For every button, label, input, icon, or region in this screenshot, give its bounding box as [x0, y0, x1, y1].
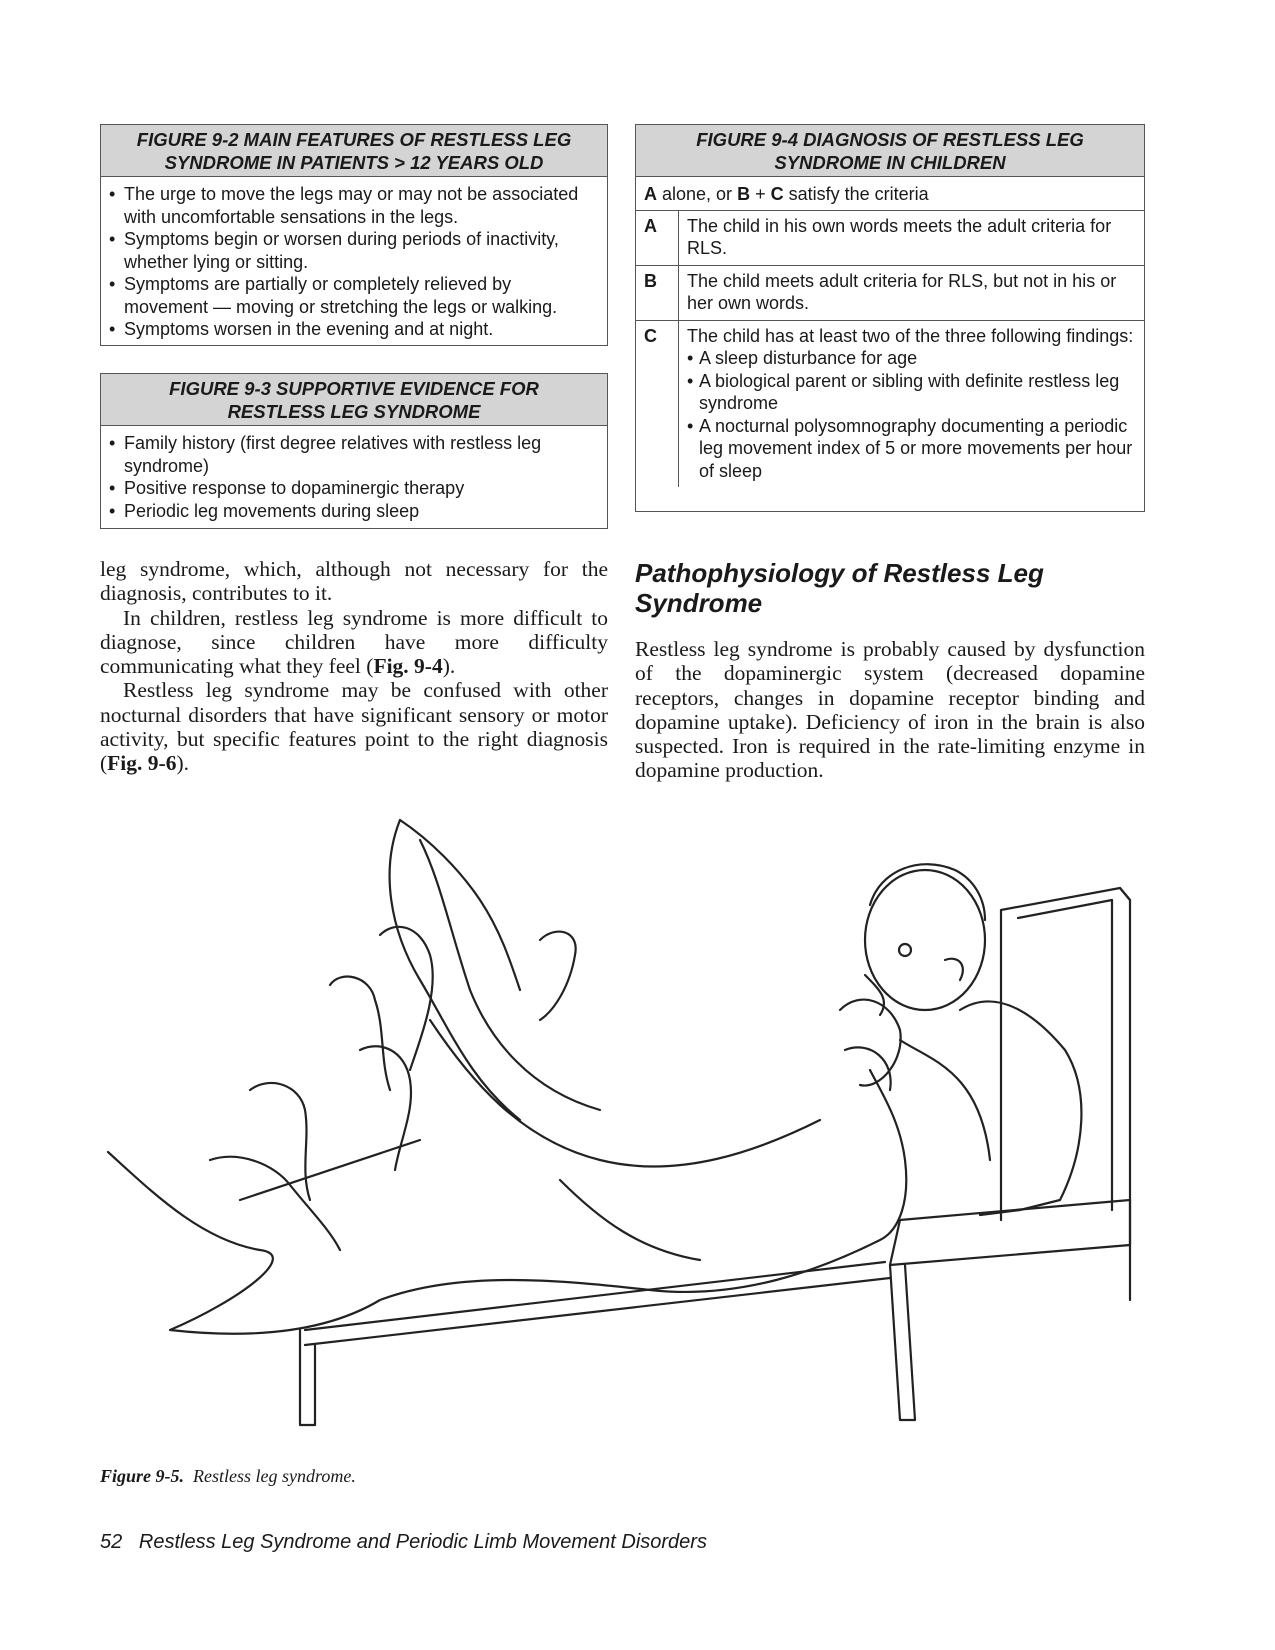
- row-letter: B: [636, 265, 679, 320]
- figure-9-2-title: FIGURE 9-2 MAIN FEATURES OF RESTLESS LEG SYNDROME IN PATIENTS > 12 YEARS OLD: [101, 125, 607, 177]
- criteria-letter-a: A: [644, 184, 657, 204]
- row-text: The child in his own words meets the adult criteria for RLS.: [687, 215, 1112, 258]
- figure-9-5-caption: [100, 1466, 356, 1487]
- blanket-fold: [400, 820, 520, 990]
- blanket-fold: [420, 840, 600, 1110]
- criteria-letter-b: B: [737, 184, 751, 204]
- paragraph-text: Restless leg syndrome may be confused with other nocturnal disorders that have significant sensory or motor activity, but specific features point to the right diagnosis (: [100, 678, 608, 776]
- figure-9-3-title: FIGURE 9-3 SUPPORTIVE EVIDENCE FOR RESTLESS LEG SYNDROME: [101, 374, 607, 426]
- figure-9-4-title: FIGURE 9-4 DIAGNOSIS OF RESTLESS LEG SYNDROME IN CHILDREN: [636, 125, 1144, 177]
- paragraph: leg syndrome, which, although not necessary for the diagnosis, contributes to it.: [100, 557, 608, 606]
- pillow: [960, 1001, 1081, 1215]
- headboard: [1001, 888, 1130, 1300]
- list-item: • Symptoms worsen in the evening and at night.: [109, 318, 599, 341]
- list-item: • The urge to move the legs may or may not be associated with uncomfortable sensations in the legs.: [109, 183, 599, 228]
- page-footer: [100, 1531, 707, 1554]
- running-title: Restless Leg Syndrome and Periodic Limb Movement Disorders: [138, 1531, 707, 1553]
- page-number: 52: [100, 1531, 123, 1553]
- row-text: The child has at least two of the three following findings:: [687, 325, 1134, 346]
- criteria-text: alone, or: [657, 184, 738, 204]
- list-item: • Periodic leg movements during sleep: [109, 500, 599, 523]
- caption-text: Restless leg syndrome.: [193, 1466, 356, 1486]
- list-item: • Symptoms begin or worsen during periods of inactivity, whether lying or sitting.: [109, 228, 599, 273]
- bed-frame: [300, 1200, 1130, 1425]
- paragraph-text: In children, restless leg syndrome is more difficult to diagnose, since children have more difficulty communicating what they feel (: [100, 605, 608, 679]
- figure-label: Figure 9-5.: [100, 1466, 185, 1486]
- row-text: The child meets adult criteria for RLS, but not in his or her own words.: [679, 265, 1145, 320]
- blanket-fold: [560, 1180, 700, 1260]
- list-item: • A biological parent or sibling with definite restless leg syndrome: [687, 370, 1136, 415]
- list-item: • Symptoms are partially or completely relieved by movement — moving or stretching the legs or walking.: [109, 273, 599, 318]
- criteria-letter-c: C: [770, 184, 784, 204]
- person: [840, 864, 990, 1160]
- paragraph-text: ).: [442, 654, 456, 679]
- list-item: • Family history (first degree relatives with restless leg syndrome): [109, 432, 599, 477]
- feet: [210, 927, 576, 1250]
- blanket-fold: [240, 1140, 420, 1200]
- figure-reference: Fig. 9-4: [373, 654, 443, 679]
- list-item: • A sleep disturbance for age: [687, 347, 1136, 370]
- figure-reference: Fig. 9-6: [107, 751, 177, 776]
- section-heading: Pathophysiology of Restless Leg Syndrome: [635, 558, 1044, 618]
- paragraph-text: ).: [176, 751, 189, 776]
- row-letter: A: [636, 211, 679, 266]
- list-item: • Positive response to dopaminergic therapy: [109, 477, 599, 500]
- list-item: • A nocturnal polysomnography documenting a periodic leg movement index of 5 or more movements per hour of sleep: [687, 415, 1136, 483]
- criteria-text: satisfy the criteria: [783, 184, 929, 204]
- blanket-fold: [430, 1020, 820, 1166]
- paragraph: Restless leg syndrome is probably caused by dysfunction of the dopaminergic system (decreased dopamine receptors, changes in dopamine receptor binding and dopamine uptake). Deficiency of iron in the brain is also suspected. Iron is required in the rate-limiting enzyme in dopamine production.: [635, 637, 1145, 783]
- row-letter: C: [636, 320, 679, 487]
- criteria-plus: +: [750, 184, 771, 204]
